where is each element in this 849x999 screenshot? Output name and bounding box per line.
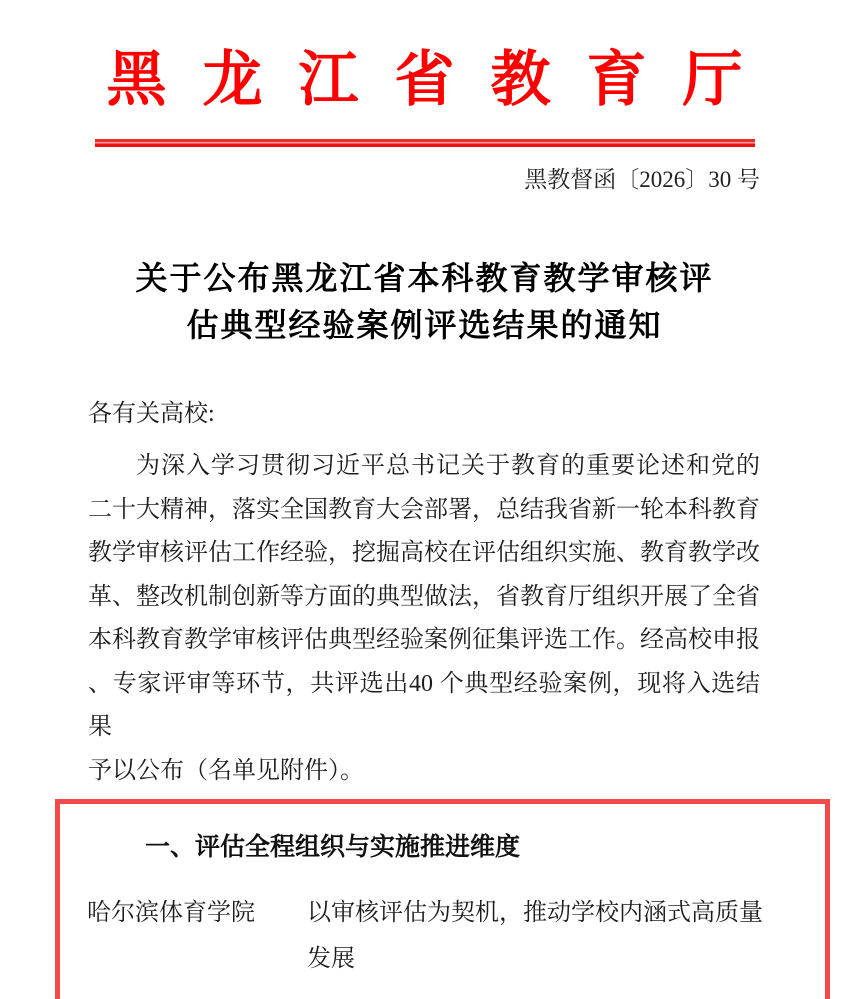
school-name: 哈尔滨体育学院 bbox=[87, 900, 255, 926]
body-line: 、专家评审等环节，共评选出40 个典型经验案例，现将入选结果 bbox=[88, 670, 760, 740]
body-line: 本科教育教学审核评估典型经验案例征集评选工作。经高校申报 bbox=[88, 627, 760, 653]
letterhead-title: 黑龙江省教育厅 bbox=[106, 47, 779, 113]
body-paragraph bbox=[88, 445, 760, 793]
highlight-annotation-box bbox=[55, 799, 830, 999]
document-title-line2: 估典型经验案例评选结果的通知 bbox=[186, 307, 663, 343]
body-line: 予以公布（名单见附件）。 bbox=[88, 757, 364, 784]
case-title-line2: 发展 bbox=[307, 946, 355, 972]
salutation: 各有关高校: bbox=[88, 401, 215, 427]
doc-number: 黑教督函〔2026〕30 号 bbox=[524, 167, 760, 192]
body-line: 教学审核评估工作经验，挖掘高校在评估组织实施、教育教学改 bbox=[88, 540, 760, 566]
case-row bbox=[60, 890, 825, 982]
document-title bbox=[0, 255, 849, 349]
section-heading: 一、评估全程组织与实施推进维度 bbox=[145, 833, 521, 861]
body-line: 二十大精神，落实全国教育大会部署，总结我省新一轮本科教育 bbox=[88, 496, 760, 523]
letterhead-divider bbox=[95, 139, 755, 147]
case-title-line1: 以审核评估为契机，推动学校内涵式高质量 bbox=[307, 900, 763, 926]
body-line: 革、整改机制创新等方面的典型做法，省教育厅组织开展了全省 bbox=[88, 583, 760, 610]
body-line: 为深入学习贯彻习近平总书记关于教育的重要论述和党的 bbox=[136, 453, 760, 479]
case-title bbox=[307, 890, 763, 982]
document-title-line1: 关于公布黑龙江省本科教育教学审核评 bbox=[135, 260, 714, 296]
